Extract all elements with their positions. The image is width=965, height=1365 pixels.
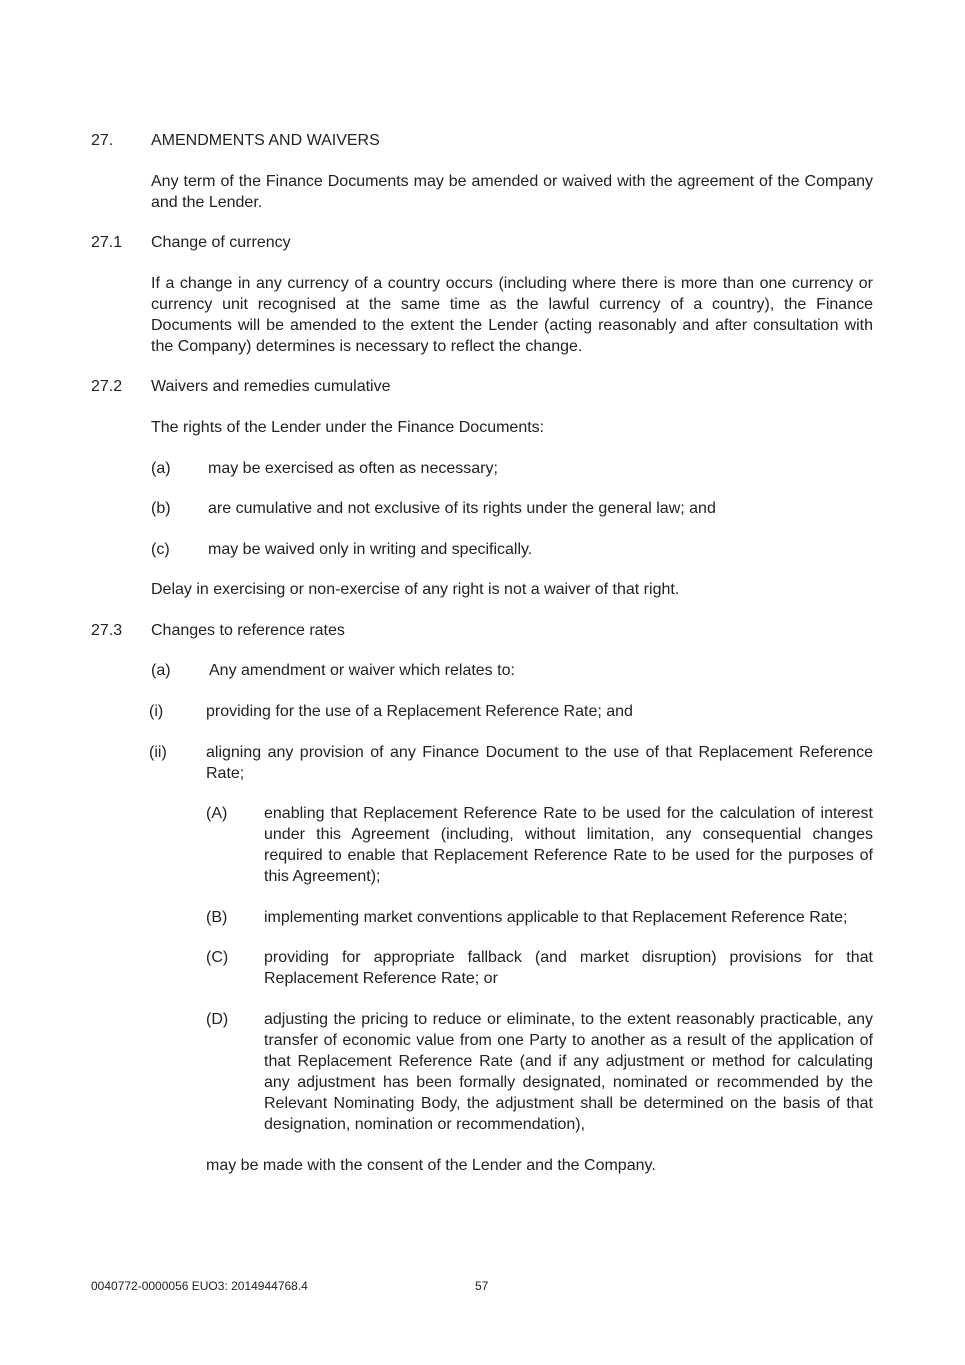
clause-27-2-intro: The rights of the Lender under the Finance Documents: (151, 419, 545, 436)
list-item-text: may be waived only in writing and specifically. (208, 541, 533, 558)
section-intro-paragraph: Any term of the Finance Documents may be amended or waived with the agreement of the Company and the Lender. (151, 173, 873, 211)
clause-27-1-title: Change of currency (151, 234, 291, 251)
sub-item-label: (B) (206, 909, 228, 926)
footer-page-number: 57 (475, 1279, 489, 1293)
roman-item-label: (ii) (149, 744, 167, 761)
clause-27-3-title: Changes to reference rates (151, 622, 345, 639)
roman-item-label: (i) (149, 703, 164, 720)
clause-27-2-closing: Delay in exercising or non-exercise of any right is not a waiver of that right. (151, 581, 680, 598)
clause-27-1-number: 27.1 (91, 234, 123, 251)
list-item-text: are cumulative and not exclusive of its rights under the general law; and (208, 500, 716, 517)
list-item-text: Any amendment or waiver which relates to: (209, 662, 515, 679)
roman-item-text: aligning any provision of any Finance Document to the use of that Replacement Reference Rate; (206, 744, 873, 782)
section-number: 27. (91, 132, 114, 149)
sub-item-text: implementing market conventions applicable to that Replacement Reference Rate; (264, 909, 848, 926)
list-item-text: may be exercised as often as necessary; (208, 460, 498, 477)
list-item-label: (a) (151, 460, 171, 477)
clause-27-1-body: If a change in any currency of a country occurs (including where there is more than one currency or currency unit recognised at the same time as the lawful currency of a country), the Finance Documents will be amended to the extent the Lender (acting reasonably and after consultation with the Company) determines is necessary to reflect the change. (151, 275, 873, 355)
list-item-label: (b) (151, 500, 171, 517)
footer-doc-ref: 0040772-0000056 EUO3: 2014944768.4 (91, 1279, 308, 1293)
sub-item-label: (C) (206, 949, 229, 966)
clause-27-3-closing: may be made with the consent of the Lender and the Company. (206, 1157, 656, 1174)
sub-item-label: (A) (206, 805, 228, 822)
clause-27-3-number: 27.3 (91, 622, 123, 639)
list-item-label: (c) (151, 541, 170, 558)
roman-item-text: providing for the use of a Replacement Reference Rate; and (206, 703, 633, 720)
sub-item-label: (D) (206, 1011, 229, 1028)
sub-item-text: enabling that Replacement Reference Rate to be used for the calculation of interest under this Agreement (including, without limitation, any consequential changes required to enable that Replacement Reference Rate to be used for the purposes of this Agreement); (264, 805, 873, 885)
list-item-label: (a) (151, 662, 171, 679)
section-title: AMENDMENTS AND WAIVERS (151, 132, 380, 149)
clause-27-2-number: 27.2 (91, 378, 123, 395)
clause-27-2-title: Waivers and remedies cumulative (151, 378, 391, 395)
sub-item-text: providing for appropriate fallback (and market disruption) provisions for that Replacement Reference Rate; or (264, 949, 873, 987)
sub-item-text: adjusting the pricing to reduce or eliminate, to the extent reasonably practicable, any transfer of economic value from one Party to another as a result of the application of that Replacement Reference Rate (and if any adjustment or method for calculating any adjustment has been formally designated, nominated or recommended by the Relevant Nominating Body, the adjustment shall be determined on the basis of that designation, nomination or recommendation), (264, 1011, 873, 1133)
